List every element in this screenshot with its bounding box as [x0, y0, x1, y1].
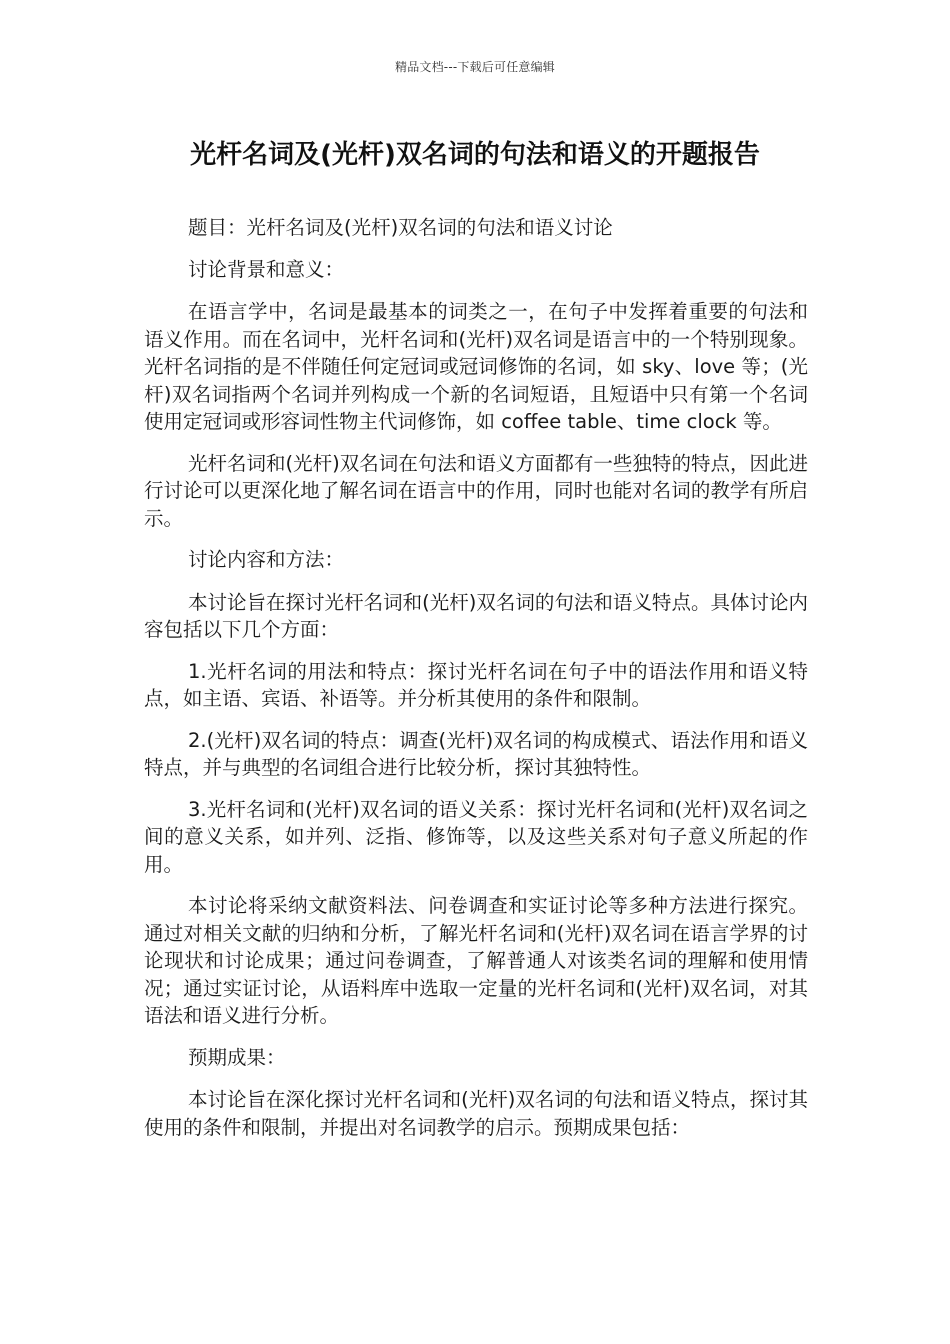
section-heading-expected-results: 预期成果：	[188, 1045, 286, 1069]
paragraph-methods: 本讨论将采纳文献资料法、问卷调查和实证讨论等多种方法进行探究。通过对相关文献的归纳和分析，了解光杆名词和(光杆)双名词在语言学界的讨论现状和讨论成果；通过问卷调查，了解普通人对该类名词的理解和使用情况；通过实证讨论，从语料库中选取一定量的光杆名词和(光杆)双名词，对其语法和语义进行分析。	[144, 894, 808, 1027]
section-heading-background: 讨论背景和意义：	[188, 257, 345, 281]
list-item-1: 1.光杆名词的用法和特点：探讨光杆名词在句子中的语法作用和语义特点，如主语、宾语、补语等。并分析其使用的条件和限制。	[144, 659, 808, 710]
topic-line: 题目：光杆名词及(光杆)双名词的句法和语义讨论	[188, 216, 613, 239]
paragraph-significance: 光杆名词和(光杆)双名词在句法和语义方面都有一些独特的特点，因此进行讨论可以更深化地了解名词在语言中的作用，同时也能对名词的教学有所启示。	[144, 451, 808, 530]
document-body	[144, 214, 808, 1155]
section-heading-content-method: 讨论内容和方法：	[188, 548, 345, 571]
paragraph-background: 在语言学中，名词是最基本的词类之一，在句子中发挥着重要的句法和语义作用。而在名词中，光杆名词和(光杆)双名词是语言中的一个特别现象。光杆名词指的是不伴随任何定冠词或冠词修饰的名词，如 sky、love 等；(光杆)双名词指两个名词并列构成一个新的名词短语，且短语中只有第一个名词使用定冠词或形容词性物主代词修饰，如 coffee table、time clock 等。	[144, 300, 808, 433]
document-title: 光杆名词及(光杆)双名词的句法和语义的开题报告	[190, 140, 760, 170]
list-item-3: 3.光杆名词和(光杆)双名词的语义关系：探讨光杆名词和(光杆)双名词之间的意义关系，如并列、泛指、修饰等，以及这些关系对句子意义所起的作用。	[144, 797, 808, 876]
header-note: 精品文档---下载后可任意编辑	[395, 60, 555, 74]
paragraph-expected-results: 本讨论旨在深化探讨光杆名词和(光杆)双名词的句法和语义特点，探讨其使用的条件和限制，并提出对名词教学的启示。预期成果包括：	[144, 1088, 808, 1139]
paragraph-content-intro: 本讨论旨在探讨光杆名词和(光杆)双名词的句法和语义特点。具体讨论内容包括以下几个方面：	[144, 590, 808, 641]
list-item-2: 2.(光杆)双名词的特点：调查(光杆)双名词的构成模式、语法作用和语义特点，并与典型的名词组合进行比较分析，探讨其独特性。	[144, 728, 808, 779]
